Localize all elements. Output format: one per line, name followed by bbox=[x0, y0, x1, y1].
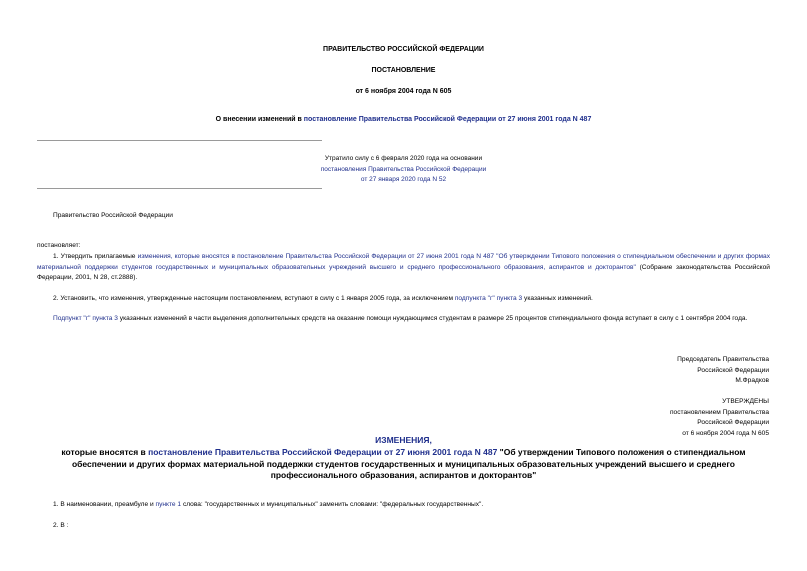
approved-line-3: Российской Федерации bbox=[697, 419, 769, 426]
gov-line: Правительство Российской Федерации bbox=[53, 212, 173, 219]
changes-sub-text: которые вносятся в bbox=[61, 447, 149, 457]
p1-tail: (Собрание законодательства Российской Федерации, 2001, N 28, ст.2888). bbox=[37, 263, 770, 281]
approved-line-2: постановлением Правительства bbox=[669, 408, 769, 416]
divider-bottom bbox=[37, 188, 322, 189]
p3-text: указанных изменений в части выделения дополнительных средств на оказание помощи нуждающимся студентам в размере 25 процентов стипендиального фонда вступает в силу с 1 сентября 2004 года. bbox=[117, 315, 748, 322]
changes-sub-tail: "Об утверждении Типового положения о стипендиальном обеспечении и других формах материальной поддержки студентов государственных и муниципальных образовательных учреждений высшего и среднего профессионального образования, аспирантов и докторантов" bbox=[71, 447, 746, 480]
p2-link[interactable]: подпункта "г" пункта 3 bbox=[454, 295, 523, 302]
approved-line-1: УТВЕРЖДЕНЫ bbox=[722, 398, 769, 405]
p1-text: 1. Утвердить прилагаемые bbox=[53, 253, 138, 260]
changes-title: ИЗМЕНЕНИЯ, bbox=[375, 435, 432, 445]
decrees-line: постановляет: bbox=[37, 242, 81, 249]
org-heading: ПРАВИТЕЛЬСТВО РОССИЙСКОЙ ФЕДЕРАЦИИ bbox=[323, 46, 484, 53]
changes-sub-link[interactable]: постановление Правительства Российской Федерации от 27 июня 2001 года N 487 bbox=[148, 447, 498, 457]
approved-line-4: от 6 ноября 2004 года N 605 bbox=[682, 429, 769, 437]
changes-subtitle bbox=[40, 447, 767, 482]
expiry-link-2[interactable]: от 27 января 2020 года N 52 bbox=[360, 176, 447, 183]
paragraph-1 bbox=[37, 252, 770, 284]
signature-line-2: Российской Федерации bbox=[697, 366, 769, 374]
paragraph-2 bbox=[37, 294, 786, 305]
signature-block bbox=[677, 355, 769, 387]
p2-text: 2. Установить, что изменения, утвержденные настоящим постановлением, вступают в силу с 1 января 2005 года, за исключением bbox=[53, 295, 455, 302]
expiry-line: Утратило силу с 6 февраля 2020 года на основании bbox=[324, 155, 483, 162]
divider-top bbox=[37, 140, 322, 141]
signature-name: М.Фрадков bbox=[735, 377, 769, 384]
expiry-note bbox=[0, 154, 807, 186]
title-link[interactable]: постановление Правительства Российской Федерации от 27 июня 2001 года N 487 bbox=[303, 116, 592, 123]
expiry-link-1[interactable]: постановления Правительства Российской Федерации bbox=[320, 165, 487, 173]
p2-tail: указанных изменений. bbox=[522, 295, 593, 302]
i1-tail: слова: "государственных и муниципальных" заменить словами: "федеральных государственных". bbox=[181, 501, 484, 508]
i1-text: 1. В наименовании, преамбуле и bbox=[53, 501, 156, 508]
paragraph-3 bbox=[37, 314, 770, 325]
doc-title bbox=[0, 116, 807, 123]
i1-link[interactable]: пункте 1 bbox=[155, 501, 182, 508]
doc-date-number: от 6 ноября 2004 года N 605 bbox=[355, 88, 452, 95]
doc-type: ПОСТАНОВЛЕНИЕ bbox=[371, 67, 436, 74]
p3-link[interactable]: Подпункт "г" пункта 3 bbox=[53, 315, 118, 322]
change-item-1 bbox=[37, 500, 786, 511]
signature-line-1: Председатель Правительства bbox=[677, 356, 769, 363]
change-item-2: 2. В : bbox=[53, 522, 69, 529]
title-prefix: О внесении изменений в bbox=[215, 116, 304, 123]
p1-link[interactable]: изменения, которые вносятся в постановление Правительства Российской Федерации от 27 июня 2001 года N 487 "Об утверждении Типового положения о стипендиальном обеспечении и других формах материальной поддержки студентов государственных и муниципальных образовательных учреждений высшего и среднего профессионального образования, аспирантов и докторантов" bbox=[37, 253, 770, 271]
approved-block bbox=[670, 397, 769, 439]
